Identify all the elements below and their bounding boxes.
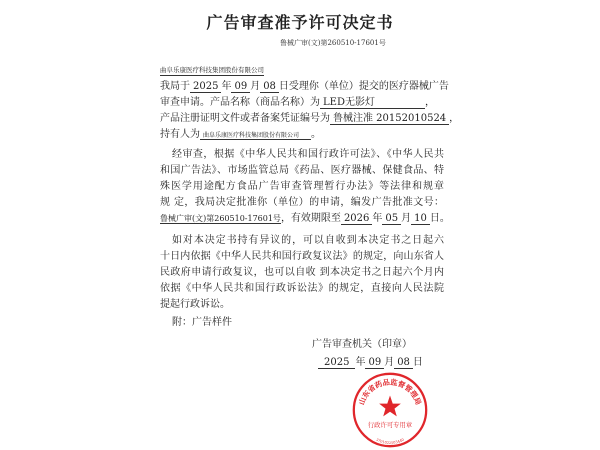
para3-line5: 提起行政诉讼。: [160, 299, 230, 310]
para1-line3: 产品注册证明文件或者备案凭证编号为 鲁械注准 20152010524 ，: [160, 113, 460, 124]
recipient-company: 曲阜乐康医疗科技集团股份有限公司: [160, 66, 264, 74]
para3-line3: 民政府申请行政复议，也可以自收 到本决定书之日起六个月内: [160, 267, 444, 278]
para1-line4: 持有人为 曲阜乐康医疗科技集团股份有限公司 。: [160, 129, 322, 140]
para2-line4: 规 定，我局决定批准你（单位）的申请，编发广告批准文号：: [160, 197, 444, 208]
para1-line2: 审查申请。产品名称（商品名称）为 LED无影灯 ，: [160, 97, 435, 108]
product-name: LED无影灯: [320, 97, 425, 109]
document-number: 鲁械广审(文)第260510-17601号: [280, 39, 386, 47]
issue-date: 2025 年 09 月 08 日: [318, 356, 423, 370]
attachment: 附：广告样件: [172, 317, 232, 328]
para2-line5: 鲁械广审(文)第260510-17601号，有效期限至 2026 年 05 月 10 日。: [160, 213, 450, 224]
official-seal: [352, 372, 428, 448]
registration-number: 鲁械注准 20152010524: [330, 113, 449, 125]
para2-line2: 和国广告法》、市场监管总局《药品、医疗器械、保健食品、特: [160, 165, 444, 176]
seal-bottom-text: 行政许可专用章: [367, 422, 413, 430]
page-title: 广告审查准予许可决定书: [206, 13, 394, 32]
seal-code: 3701022503440: [375, 437, 405, 446]
seal-top-text: 山东省药品监督管理局: [356, 377, 424, 407]
para3-line1: 如对本决定书持有异议的，可以自收到本决定书之日起六: [172, 235, 444, 246]
holder-name: 曲阜乐康医疗科技集团股份有限公司: [200, 132, 311, 140]
para2-line1: 经审查，根据《中华人民共和国行政许可法》、《中华人民共: [172, 149, 444, 160]
approval-number: 鲁械广审(文)第260510-17601号: [160, 214, 281, 223]
para3-line4: 依据《中华人民共和国行政诉讼法》的规定，直接向人民法院: [160, 283, 444, 294]
star-icon: [379, 396, 401, 417]
para1-line1: 我局于 2025 年 09 月 08 日受理你（单位）提交的医疗器械广告: [160, 81, 449, 92]
issuing-authority: 广告审查机关（印章）: [312, 339, 412, 350]
para2-line3: 殊医学用途配方食品广告审查管理暂行办法》等法律和规章: [160, 181, 444, 192]
para3-line2: 十日内依据《中华人民共和国行政复议法》的规定，向山东省人: [160, 251, 444, 262]
